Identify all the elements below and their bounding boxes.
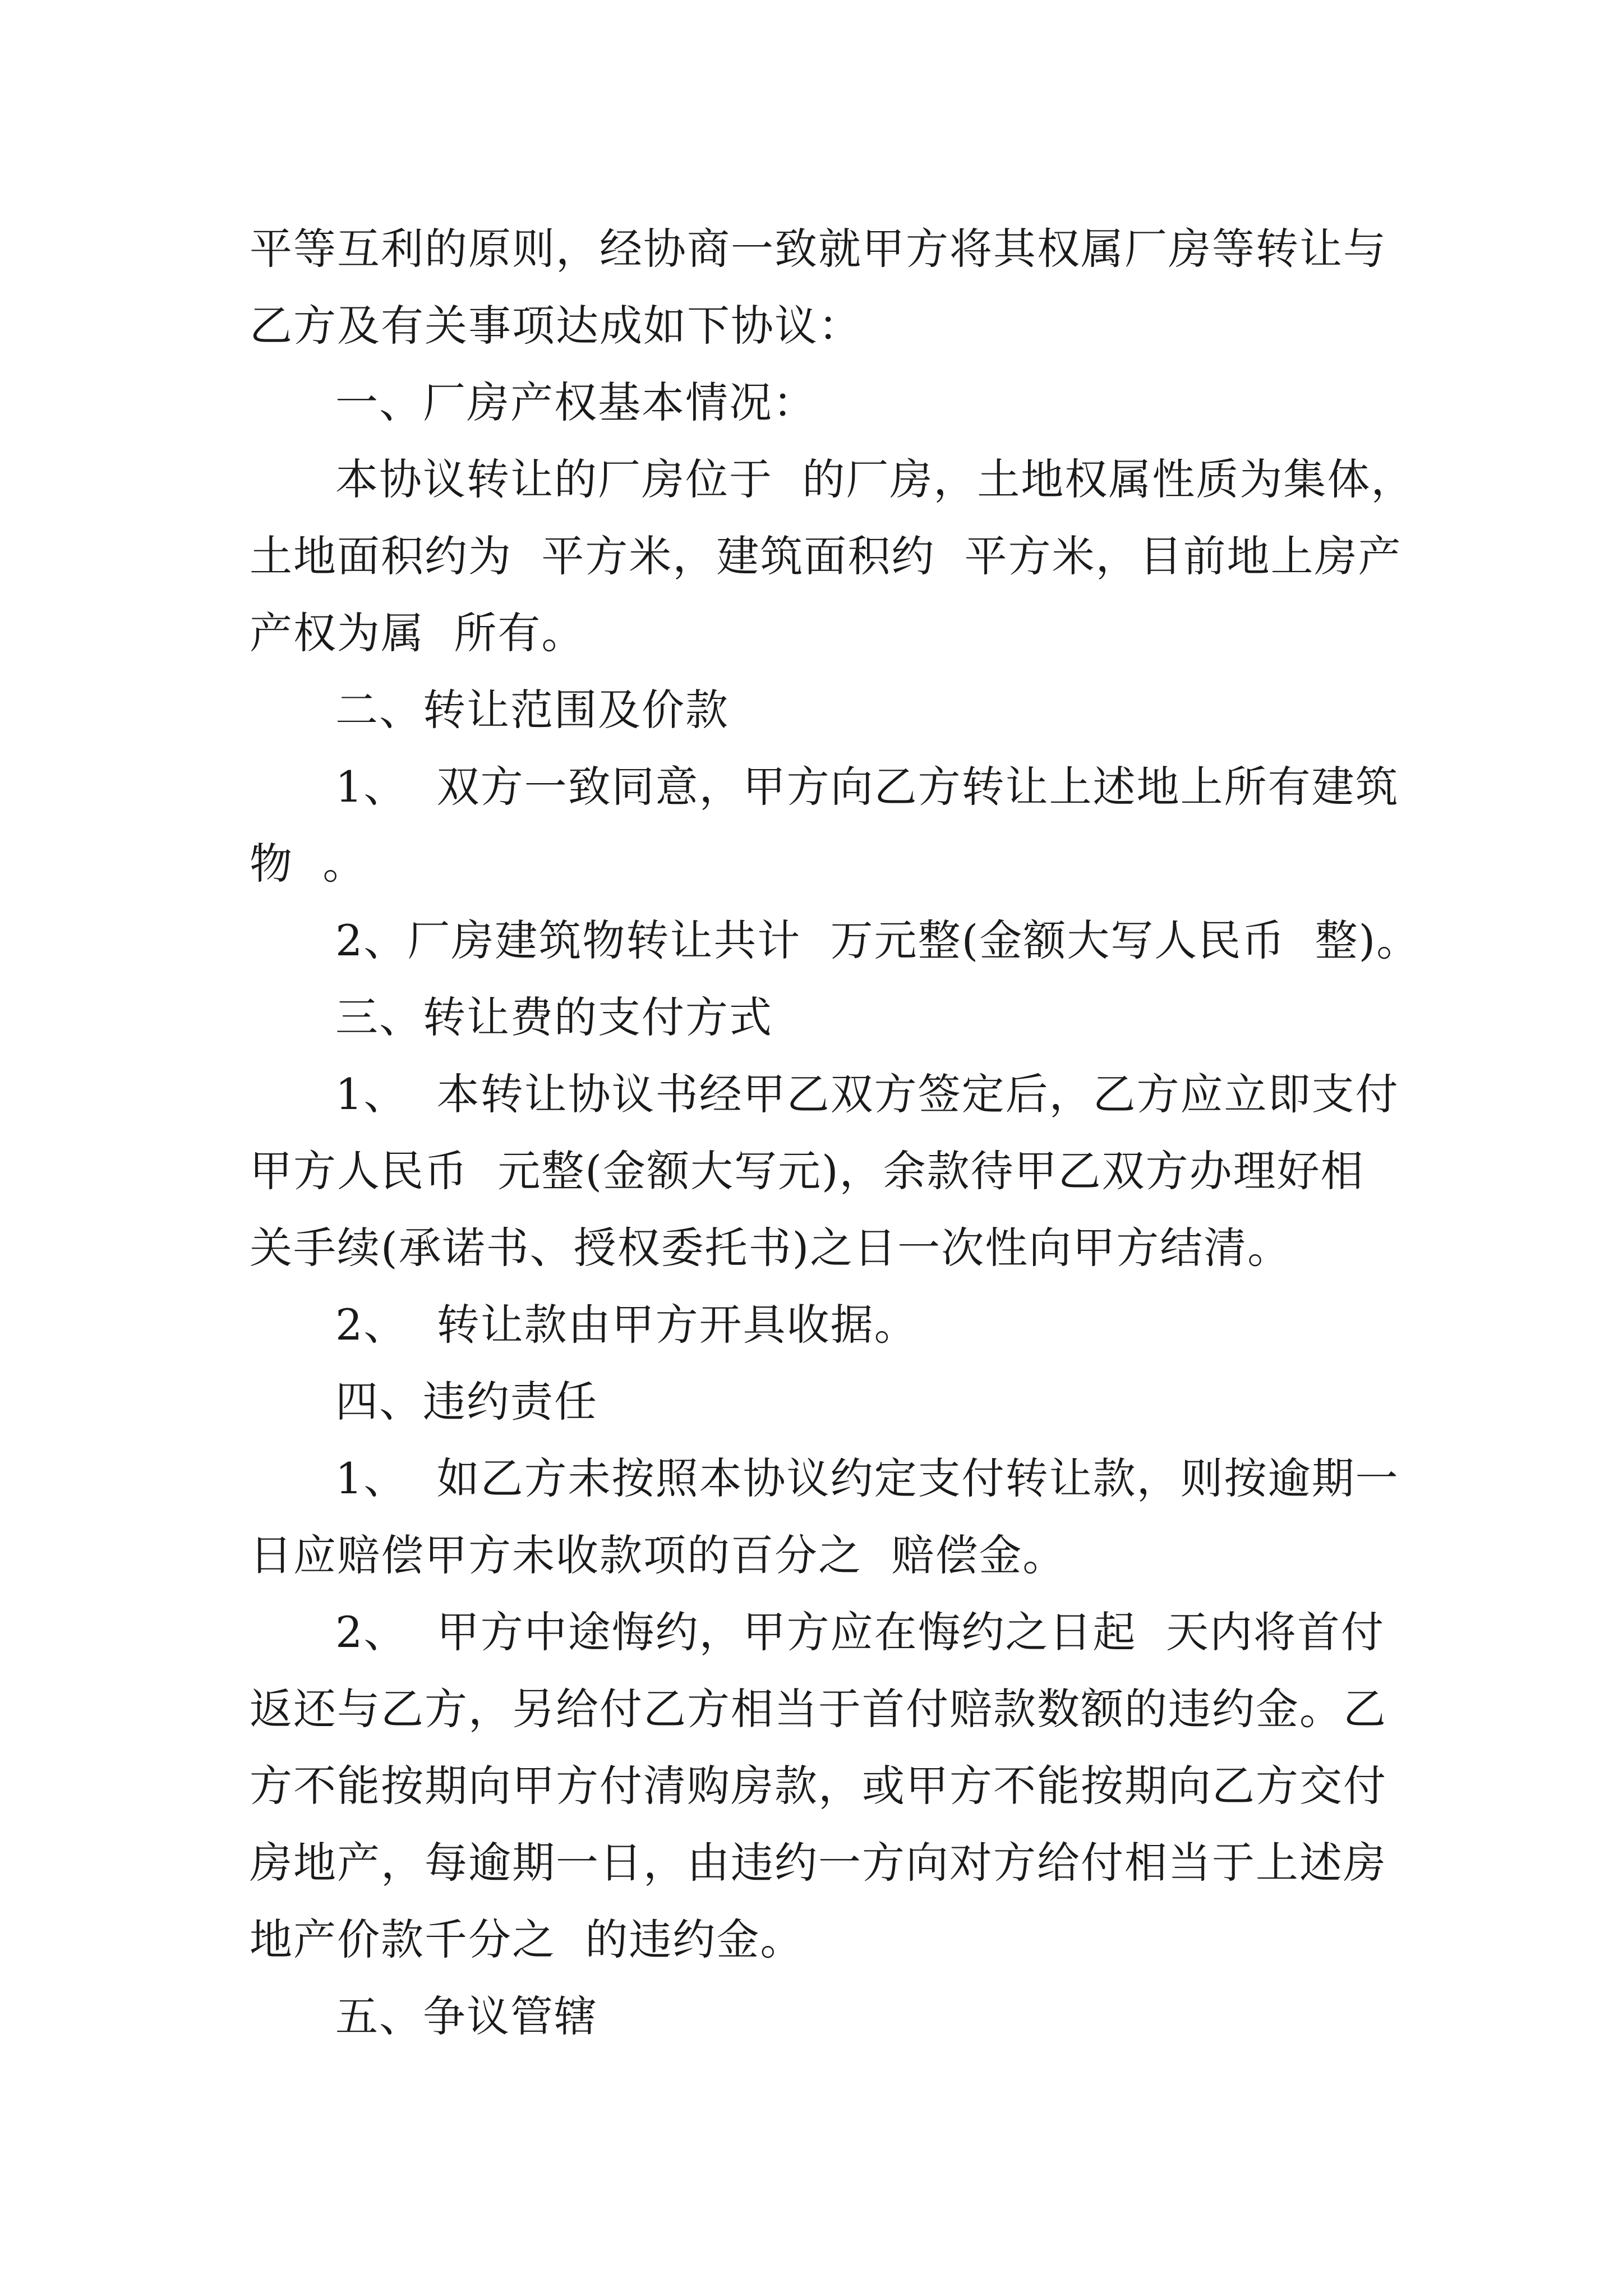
text-line: 2、 转让款由甲方开具收据。 [335,1300,918,1350]
text-line: 2、 甲方中途悔约，甲方应在悔约之日起 天内将首付 [335,1607,1385,1657]
text-line: 地产价款千分之 的违约金。 [250,1915,804,1964]
text-line: 1、 双方一致同意，甲方向乙方转让上述地上所有建筑 [335,762,1399,812]
text-line: 日应赔偿甲方未收款项的百分之 赔偿金。 [250,1530,1067,1580]
section-heading: 五、争议管辖 [335,1991,598,2041]
section-heading: 一、厂房产权基本情况： [335,378,817,427]
text-line: 甲方人民币 元整(金额大写元)，余款待甲乙双方办理好相 [250,1146,1364,1196]
text-line: 乙方及有关事项达成如下协议： [250,301,862,351]
text-line: 1、 本转让协议书经甲乙双方签定后，乙方应立即支付 [335,1069,1399,1119]
text-line: 产权为属 所有。 [250,608,585,658]
text-line: 关手续(承诺书、授权委托书)之日一次性向甲方结清。 [250,1223,1292,1273]
section-heading: 四、违约责任 [335,1377,598,1427]
text-line: 2、厂房建筑物转让共计 万元整(金额大写人民币 整)。 [335,915,1421,965]
text-line: 本协议转让的厂房位于 的厂房，土地权属性质为集体， [335,454,1415,504]
text-line: 方不能按期向甲方付清购房款，或甲方不能按期向乙方交付 [250,1761,1387,1811]
document-body [250,210,1427,2055]
section-heading: 二、转让范围及价款 [335,685,729,735]
text-line: 房地产，每逾期一日，由违约一方向对方给付相当于上述房 [250,1838,1387,1888]
text-line: 物 。 [250,839,367,889]
text-line: 1、 如乙方未按照本协议约定支付转让款，则按逾期一 [335,1453,1399,1503]
section-heading: 三、转让费的支付方式 [335,992,773,1042]
text-line: 平等互利的原则，经协商一致就甲方将其权属厂房等转让与 [250,224,1387,274]
text-line: 土地面积约为 平方米，建筑面积约 平方米，目前地上房产 [250,531,1402,581]
text-line: 返还与乙方，另给付乙方相当于首付赔款数额的违约金。乙 [250,1684,1387,1734]
